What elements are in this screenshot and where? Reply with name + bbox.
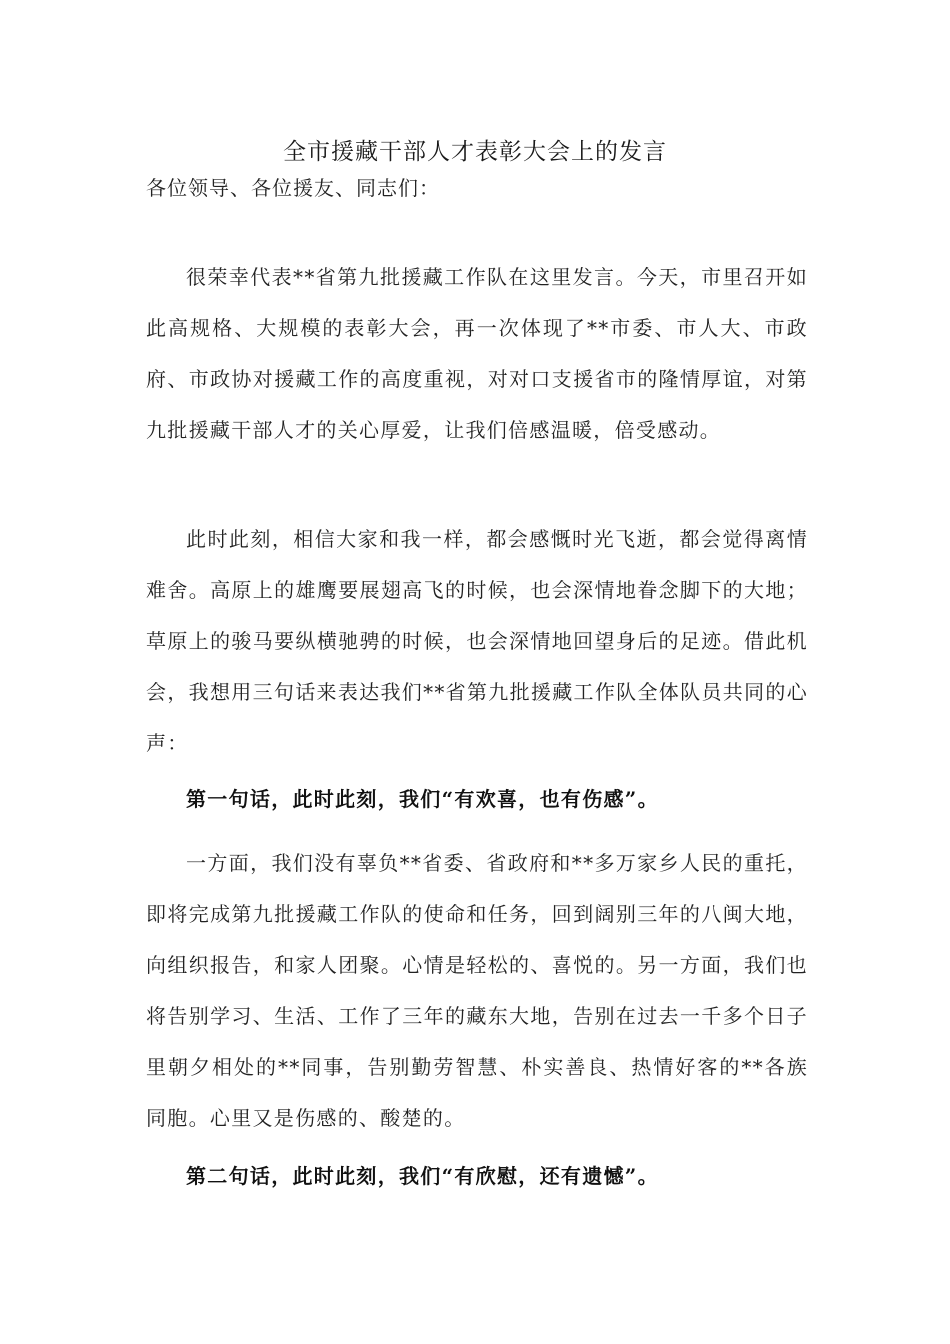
paragraph-1: 很荣幸代表**省第九批援藏工作队在这里发言。今天，市里召开如此高规格、大规模的表彰大会，再一次体现了**市委、市人大、市政府、市政协对援藏工作的高度重视，对对口支援省市的隆情厚谊，对第九批援藏干部人才的关心厚爱，让我们倍感温暖，倍受感动。 (146, 265, 808, 442)
paragraph-2: 此时此刻，相信大家和我一样，都会感慨时光飞逝，都会觉得离情难舍。高原上的雄鹰要展翅高飞的时候，也会深情地眷念脚下的大地；草原上的骏马要纵横驰骋的时候，也会深情地回望身后的足迹。借此机会，我想用三句话来表达我们**省第九批援藏工作队全体队员共同的心声： (146, 527, 808, 755)
document-title: 全市援藏干部人才表彰大会上的发言 (283, 139, 667, 165)
paragraph-3: 一方面，我们没有辜负**省委、省政府和**多万家乡人民的重托，即将完成第九批援藏工作队的使命和任务，回到阔别三年的八闽大地，向组织报告，和家人团聚。心情是轻松的、喜悦的。另一方面，我们也将告别学习、生活、工作了三年的藏东大地，告别在过去一千多个日子里朝夕相处的**同事，告别勤劳智慧、朴实善良、热情好客的**各族同胞。心里又是伤感的、酸楚的。 (146, 851, 808, 1130)
salutation: 各位领导、各位援友、同志们： (146, 176, 440, 200)
section-heading-2: 第二句话，此时此刻，我们“有欣慰，还有遗憾”。 (186, 1164, 659, 1188)
section-heading-1: 第一句话，此时此刻，我们“有欢喜，也有伤感”。 (186, 787, 659, 811)
